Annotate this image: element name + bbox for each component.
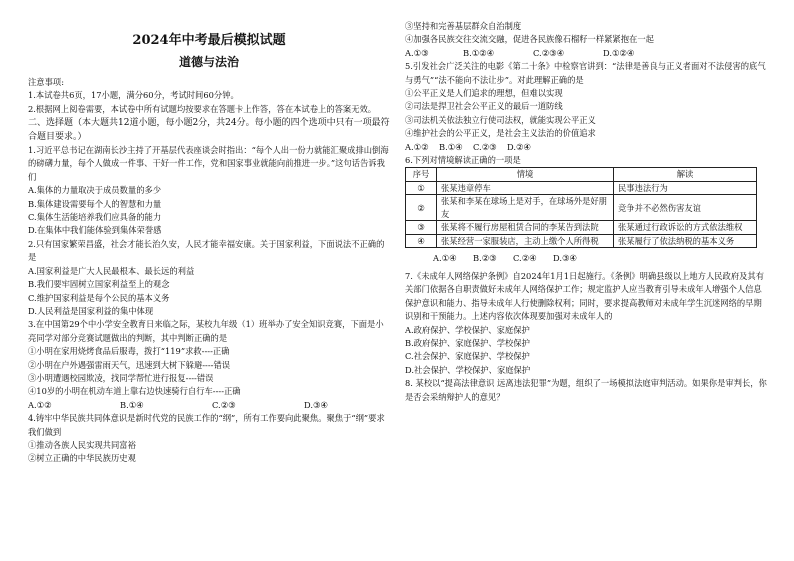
q4-item: ②树立正确的中华民族历史观 bbox=[28, 453, 136, 464]
table-cell-num: ③ bbox=[406, 221, 437, 235]
table-cell-num: ② bbox=[406, 195, 437, 221]
q2-option-a[interactable]: A.国家利益是广大人民最根本、最长远的利益 bbox=[28, 265, 195, 276]
q7-option-a[interactable]: A.政府保护、学校保护、家庭保护 bbox=[405, 324, 530, 335]
q5-item: ③司法机关依法独立行使司法权，就能实现公平正义 bbox=[405, 114, 596, 125]
table-row bbox=[406, 234, 757, 248]
table-cell-situation: 张某经营一家服装店，主动上缴个人所得税 bbox=[437, 234, 614, 248]
table-cell-situation: 张某和李某在球场上是对手，在球场外是好朋友 bbox=[437, 195, 614, 221]
table-row bbox=[406, 221, 757, 235]
q3-option-a[interactable]: A.①② bbox=[28, 399, 52, 410]
table-header-num: 序号 bbox=[406, 168, 437, 182]
section-heading: 二、选择题（本大题共12道小题，每小题2分，共24分。每小题的四个选项中只有一项最符合题目要求。） bbox=[28, 118, 390, 143]
question-7-stem: 7.《未成年人网络保护条例》自2024年1月1日起施行。《条例》明确县级以上地方人民政府及其有关部门依据各自职责做好未成年人网络保护工作；规定监护人应当教育引导未成年人增强个人信息保护意识和能力、指导未成年人行使删除权利；同时，要求提高教师对未成年学生沉迷网络的早期识别和干预能力。上述内容依次体现要加强对未成年人的 bbox=[405, 270, 765, 322]
q4-option-b[interactable]: B.①②④ bbox=[463, 47, 495, 58]
q2-option-c[interactable]: C.维护国家利益是每个公民的基本义务 bbox=[28, 292, 170, 303]
q4-item: ③坚持和完善基层群众自治制度 bbox=[405, 21, 522, 31]
table-cell-reading: 民事违法行为 bbox=[614, 181, 757, 195]
question-1-stem: 1.习近平总书记在湖南长沙主持了开基层代表座谈会时指出：“每个人出一份力就能汇聚成排山倒海的磅礴力量，每个人做成一件事、干好一件工作，党和国家事业就能向前推进一步。”这句话告诉我们 bbox=[28, 145, 389, 182]
q4-option-d[interactable]: D.①②④ bbox=[603, 47, 635, 58]
exam-title: 2024年中考最后模拟试题 bbox=[132, 33, 286, 48]
q1-option-d[interactable]: D.在集体中我们能体验到集体荣誉感 bbox=[28, 225, 162, 236]
q3-options bbox=[28, 399, 390, 412]
q1-option-c[interactable]: C.集体生活能培养我们应具备的能力 bbox=[28, 212, 162, 223]
question-4-stem: 4.铸牢中华民族共同体意识是新时代党的民族工作的“纲”，所有工作要向此聚焦。聚焦于“纲”要求我们做到 bbox=[28, 413, 385, 437]
left-column bbox=[28, 0, 390, 466]
table-header-reading: 解读 bbox=[614, 168, 757, 182]
q7-option-d[interactable]: D.社会保护、学校保护、家庭保护 bbox=[405, 364, 531, 375]
notes-heading: 注意事项: bbox=[28, 76, 64, 87]
right-column bbox=[405, 0, 767, 404]
table-cell-situation: 张某将不履行房屋租赁合同的李某告到法院 bbox=[437, 221, 614, 235]
question-2-stem: 2.只有国家繁荣昌盛，社会才能长治久安，人民才能幸福安康。关于国家利益，下面说法不正确的是 bbox=[28, 238, 385, 263]
q3-item: ②小明在户外遇强雷雨天气，迅速到大树下躲避----错误 bbox=[28, 359, 231, 370]
note-item: 1.本试卷共6页，17小题，满分60分，考试时间60分钟。 bbox=[28, 90, 239, 101]
question-5-stem: 5.引发社会广泛关注的电影《第二十条》中检察官讲到：“法律是善良与正义者面对不法侵害的底气与勇气”“法不能向不法让步”。对此理解正确的是 bbox=[405, 61, 766, 85]
exam-subject: 道德与法治 bbox=[178, 55, 239, 70]
note-item: 2.根据网上阅卷需要，本试卷中所有试题均按要求在答题卡上作答，答在本试卷上的答案无效。 bbox=[28, 103, 377, 114]
table-header-situation: 情境 bbox=[437, 168, 614, 182]
q5-item: ④维护社会的公平正义，是社会主义法治的价值追求 bbox=[405, 128, 596, 139]
question-3-stem: 3.在中国第29个中小学安全教育日来临之际，某校九年级（1）班举办了安全知识竞赛，下面是小亮同学对部分竞赛试题做出的判断，其中判断正确的是 bbox=[28, 319, 384, 343]
q4-item: ④加强各民族交往交流交融，促进各民族像石榴籽一样紧紧抱在一起 bbox=[405, 34, 654, 45]
q6-option-c[interactable]: C.②④ bbox=[513, 253, 537, 264]
q2-option-b[interactable]: B.我们要牢固树立国家利益至上的观念 bbox=[28, 279, 170, 290]
q6-option-a[interactable]: A.①④ bbox=[433, 253, 457, 264]
table-row bbox=[406, 181, 757, 195]
table-cell-reading: 竞争并不必然伤害友谊 bbox=[614, 195, 757, 221]
q5-option-b[interactable]: B.①④ bbox=[439, 141, 463, 152]
q4-item: ①推动各族人民实现共同富裕 bbox=[28, 439, 136, 450]
q6-option-b[interactable]: B.②③ bbox=[473, 253, 497, 264]
q7-option-b[interactable]: B.政府保护、家庭保护、学校保护 bbox=[405, 337, 530, 348]
table-cell-reading: 张某通过行政诉讼的方式依法维权 bbox=[614, 221, 757, 235]
table-row bbox=[406, 195, 757, 221]
q5-option-c[interactable]: C.②③ bbox=[473, 141, 497, 152]
q4-options bbox=[405, 47, 767, 60]
q5-options bbox=[405, 141, 767, 154]
q5-option-d[interactable]: D.②④ bbox=[507, 141, 531, 152]
q2-option-d[interactable]: D.人民利益是国家利益的集中体现 bbox=[28, 305, 154, 316]
q3-item: ①小明在家用烧烤食品后服毒，拨打“119”求救----正确 bbox=[28, 346, 230, 357]
table-cell-situation: 张某违章停车 bbox=[437, 181, 614, 195]
q5-option-a[interactable]: A.①② bbox=[405, 141, 429, 152]
question-6-stem: 6.下列对情境解读正确的一项是 bbox=[405, 155, 521, 166]
table-cell-reading: 张某履行了依法纳税的基本义务 bbox=[614, 234, 757, 248]
table-cell-num: ① bbox=[406, 181, 437, 195]
q1-option-b[interactable]: B.集体建设需要每个人的智慧和力量 bbox=[28, 198, 162, 209]
q5-item: ①公平正义是人们追求的理想，但难以实现 bbox=[405, 88, 563, 99]
q7-option-c[interactable]: C.社会保护、家庭保护、学校保护 bbox=[405, 351, 530, 362]
q1-option-a[interactable]: A.集体的力量取决于成员数量的多少 bbox=[28, 185, 162, 196]
q6-options bbox=[405, 252, 767, 265]
q4-option-c[interactable]: C.②③④ bbox=[533, 47, 565, 58]
situation-table bbox=[405, 167, 757, 248]
question-8-stem: 8. 某校以“提高法律意识 远离违法犯罪”为题，组织了一场模拟法庭审判活动。如果你是审判长，你是否会采纳辩护人的意见？ bbox=[405, 378, 767, 402]
table-cell-num: ④ bbox=[406, 234, 437, 248]
q6-option-d[interactable]: D.③④ bbox=[553, 253, 577, 264]
q5-item: ②司法是捍卫社会公平正义的最后一道防线 bbox=[405, 101, 563, 112]
q3-item: ④10岁的小明在机动车道上靠右边快速骑行自行车----正确 bbox=[28, 386, 241, 397]
q3-option-b[interactable]: B.①④ bbox=[120, 399, 144, 410]
q4-option-a[interactable]: A.①③ bbox=[405, 47, 429, 58]
table-header-row bbox=[406, 168, 757, 182]
q3-item: ③小明遭遇校园欺凌，找同学帮忙进行报复----错误 bbox=[28, 372, 214, 383]
q3-option-d[interactable]: D.③④ bbox=[304, 399, 328, 410]
q3-option-c[interactable]: C.②③ bbox=[212, 399, 236, 410]
